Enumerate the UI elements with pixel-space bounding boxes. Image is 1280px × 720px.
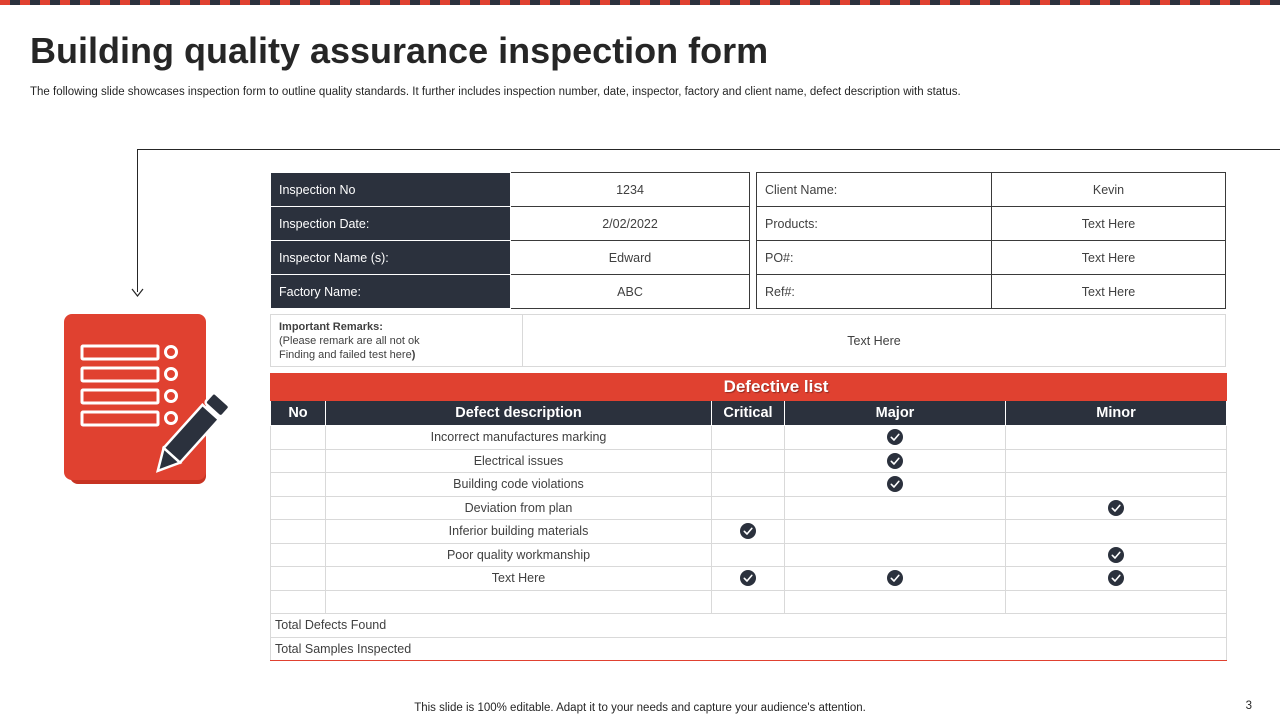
check-circle-icon xyxy=(1108,500,1124,516)
defect-description: Inferior building materials xyxy=(326,520,712,544)
defect-row xyxy=(271,473,1227,497)
defect-no-cell xyxy=(271,496,326,520)
header-no: No xyxy=(271,401,326,426)
defect-no-cell xyxy=(271,543,326,567)
checklist-clipboard-icon xyxy=(62,312,234,488)
info-value: Kevin xyxy=(992,173,1226,207)
defect-minor-cell xyxy=(1006,496,1227,520)
check-circle-icon xyxy=(887,476,903,492)
info-value: ABC xyxy=(511,275,750,309)
info-value: 2/02/2022 xyxy=(511,207,750,241)
defect-major-cell xyxy=(785,473,1006,497)
inspection-info-table xyxy=(270,172,750,309)
defect-critical-cell xyxy=(712,473,785,497)
check-circle-icon xyxy=(887,570,903,586)
defect-minor-cell xyxy=(1006,449,1227,473)
info-label: Ref#: xyxy=(757,275,992,309)
info-row xyxy=(757,275,1226,309)
defect-list-banner: Defective list xyxy=(326,374,1227,401)
defect-row xyxy=(271,496,1227,520)
header-description: Defect description xyxy=(326,401,712,426)
check-circle-icon xyxy=(887,453,903,469)
defect-critical-cell xyxy=(712,520,785,544)
connector-line-vertical xyxy=(137,149,138,292)
defect-description: Building code violations xyxy=(326,473,712,497)
defect-description: Poor quality workmanship xyxy=(326,543,712,567)
remarks-box xyxy=(270,314,1226,367)
info-value: Edward xyxy=(511,241,750,275)
defect-critical-cell xyxy=(712,543,785,567)
info-row xyxy=(757,207,1226,241)
defect-no-cell xyxy=(271,449,326,473)
defect-major-cell xyxy=(785,426,1006,450)
defect-row xyxy=(271,449,1227,473)
connector-line-horizontal xyxy=(137,149,1280,150)
defect-minor-cell xyxy=(1006,473,1227,497)
defect-rows xyxy=(271,426,1227,614)
info-row xyxy=(757,241,1226,275)
info-label: Inspection Date: xyxy=(271,207,511,241)
defect-row xyxy=(271,520,1227,544)
remarks-value: Text Here xyxy=(847,333,901,348)
defect-no-cell xyxy=(271,567,326,591)
defect-major-cell xyxy=(785,496,1006,520)
info-value: 1234 xyxy=(511,173,750,207)
header-minor: Minor xyxy=(1006,401,1227,426)
info-label: Inspection No xyxy=(271,173,511,207)
defect-no-cell xyxy=(271,520,326,544)
defect-no-cell xyxy=(271,473,326,497)
defect-description xyxy=(326,590,712,614)
header-major: Major xyxy=(785,401,1006,426)
info-label: Inspector Name (s): xyxy=(271,241,511,275)
total-defects-label: Total Defects Found xyxy=(271,614,1227,638)
defect-critical-cell xyxy=(712,449,785,473)
info-label: Factory Name: xyxy=(271,275,511,309)
defect-critical-cell xyxy=(712,426,785,450)
defect-major-cell xyxy=(785,449,1006,473)
info-row xyxy=(757,173,1226,207)
total-defects-row xyxy=(271,614,1227,638)
defect-minor-cell xyxy=(1006,520,1227,544)
defect-list-table xyxy=(270,373,1227,661)
defect-major-cell xyxy=(785,567,1006,591)
arrow-down-icon xyxy=(131,286,144,298)
check-circle-icon xyxy=(740,523,756,539)
footer-note: This slide is 100% editable. Adapt it to your needs and capture your audience's attention. xyxy=(414,702,866,714)
defect-description: Incorrect manufactures marking xyxy=(326,426,712,450)
info-row xyxy=(271,275,750,309)
defect-banner-row xyxy=(271,374,1227,401)
remarks-close: ) xyxy=(411,349,416,361)
check-circle-icon xyxy=(740,570,756,586)
info-label: PO#: xyxy=(757,241,992,275)
page-number: 3 xyxy=(1245,700,1252,712)
defect-critical-cell xyxy=(712,496,785,520)
defect-description: Text Here xyxy=(326,567,712,591)
defect-row xyxy=(271,426,1227,450)
info-row xyxy=(271,241,750,275)
defect-row xyxy=(271,590,1227,614)
defect-no-cell xyxy=(271,426,326,450)
remarks-line-2: Finding and failed test here xyxy=(279,349,412,361)
slide-title: Building quality assurance inspection form xyxy=(30,30,769,71)
remarks-line-1: (Please remark are all not ok xyxy=(279,335,420,347)
defect-major-cell xyxy=(785,520,1006,544)
top-stripe xyxy=(0,0,1280,5)
defect-description: Deviation from plan xyxy=(326,496,712,520)
defect-row xyxy=(271,543,1227,567)
defect-major-cell xyxy=(785,590,1006,614)
banner-spacer xyxy=(271,374,326,401)
defect-minor-cell xyxy=(1006,567,1227,591)
remarks-heading: Important Remarks: xyxy=(279,321,383,333)
defect-no-cell xyxy=(271,590,326,614)
defect-critical-cell xyxy=(712,567,785,591)
info-label: Products: xyxy=(757,207,992,241)
defect-description: Electrical issues xyxy=(326,449,712,473)
slide-subtitle: The following slide showcases inspection form to outline quality standards. It further includes inspection number, date, inspector, factory and client name, defect description with status. xyxy=(30,86,961,98)
check-circle-icon xyxy=(1108,570,1124,586)
defect-row xyxy=(271,567,1227,591)
defect-minor-cell xyxy=(1006,543,1227,567)
remarks-label xyxy=(271,315,523,366)
check-circle-icon xyxy=(887,429,903,445)
info-label: Client Name: xyxy=(757,173,992,207)
defect-header-row xyxy=(271,401,1227,426)
check-circle-icon xyxy=(1108,547,1124,563)
info-row xyxy=(271,173,750,207)
info-value: Text Here xyxy=(992,207,1226,241)
defect-major-cell xyxy=(785,543,1006,567)
client-info-table xyxy=(756,172,1226,309)
total-samples-row xyxy=(271,637,1227,661)
total-samples-label: Total Samples Inspected xyxy=(271,637,1227,661)
info-row xyxy=(271,207,750,241)
info-value: Text Here xyxy=(992,241,1226,275)
defect-minor-cell xyxy=(1006,590,1227,614)
info-value: Text Here xyxy=(992,275,1226,309)
defect-critical-cell xyxy=(712,590,785,614)
header-critical: Critical xyxy=(712,401,785,426)
defect-minor-cell xyxy=(1006,426,1227,450)
